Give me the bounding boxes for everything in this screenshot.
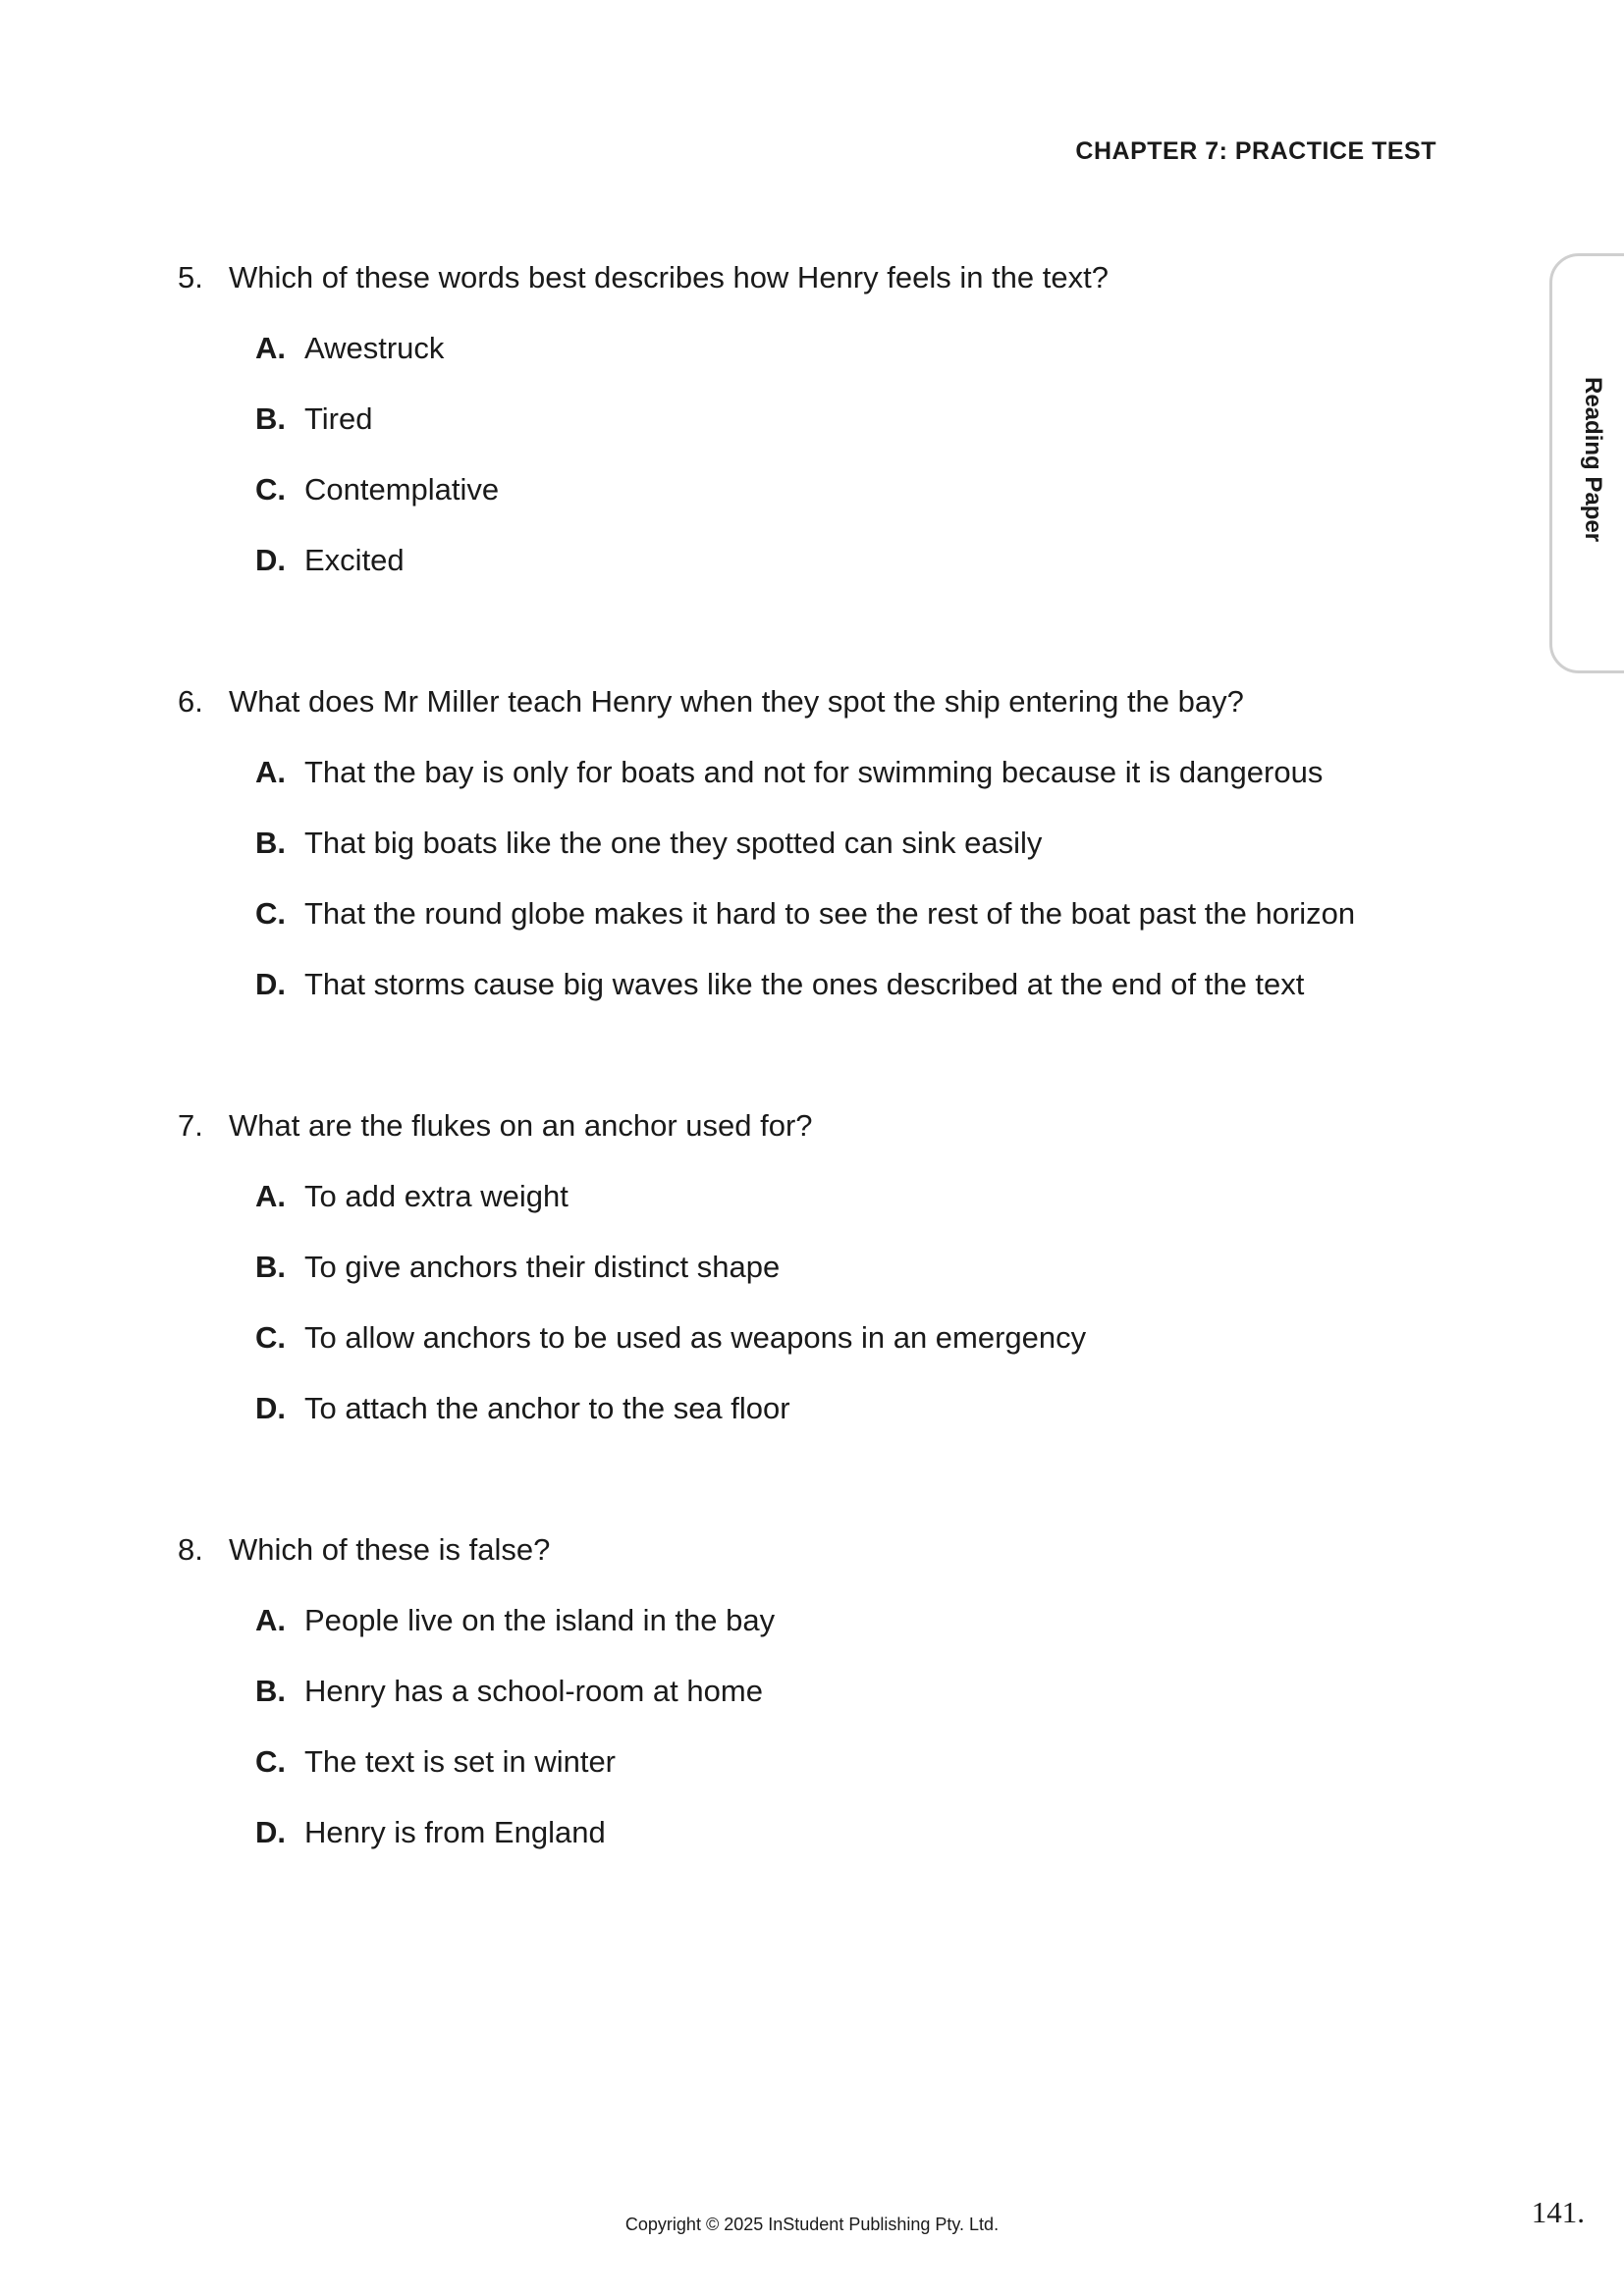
option-text: Contemplative	[304, 472, 500, 507]
option-text: That big boats like the one they spotted can sink easily	[304, 826, 1043, 860]
option-d[interactable]	[255, 965, 1435, 1004]
option-c[interactable]	[255, 1318, 1435, 1358]
copyright-notice: Copyright © 2025 InStudent Publishing Pty. Ltd.	[624, 2215, 1000, 2234]
option-letter: D.	[255, 1815, 286, 1849]
option-text: To give anchors their distinct shape	[304, 1250, 781, 1284]
option-letter: A.	[255, 1179, 286, 1213]
chapter-header: CHAPTER 7: PRACTICE TEST	[1075, 137, 1436, 165]
option-a[interactable]	[255, 1177, 1435, 1216]
option-list	[178, 1177, 1435, 1428]
option-a[interactable]	[255, 329, 1435, 368]
option-list	[178, 329, 1435, 580]
option-text: To allow anchors to be used as weapons in an emergency	[304, 1320, 1087, 1355]
question-5	[178, 258, 1435, 612]
option-c[interactable]	[255, 470, 1435, 509]
question-6	[178, 682, 1435, 1036]
option-text: People live on the island in the bay	[304, 1603, 776, 1637]
option-b[interactable]	[255, 1248, 1435, 1287]
option-letter: D.	[255, 967, 286, 1001]
option-letter: A.	[255, 1603, 286, 1637]
question-7	[178, 1106, 1435, 1460]
option-text: Awestruck	[304, 331, 445, 365]
option-text: That storms cause big waves like the ones described at the end of the text	[304, 967, 1305, 1001]
question-stem	[178, 258, 1435, 297]
option-text: To add extra weight	[304, 1179, 568, 1213]
question-number: 8.	[178, 1532, 203, 1567]
option-text: To attach the anchor to the sea floor	[304, 1391, 790, 1425]
option-b[interactable]	[255, 824, 1435, 863]
option-text: Henry has a school-room at home	[304, 1674, 763, 1708]
option-letter: B.	[255, 826, 286, 860]
option-letter: A.	[255, 331, 286, 365]
option-letter: B.	[255, 1674, 286, 1708]
option-text: That the bay is only for boats and not for swimming because it is dangerous	[304, 755, 1324, 789]
question-text: What does Mr Miller teach Henry when they spot the ship entering the bay?	[229, 684, 1244, 719]
question-stem	[178, 1106, 1435, 1146]
option-text: That the round globe makes it hard to see the rest of the boat past the horizon	[304, 896, 1356, 931]
option-text: The text is set in winter	[304, 1744, 617, 1779]
option-letter: A.	[255, 755, 286, 789]
question-number: 6.	[178, 684, 203, 719]
page-number: 141.	[1531, 2195, 1585, 2229]
option-letter: C.	[255, 1744, 286, 1779]
option-letter: D.	[255, 543, 286, 577]
option-a[interactable]	[255, 753, 1435, 792]
option-d[interactable]	[255, 541, 1435, 580]
option-text: Excited	[304, 543, 405, 577]
question-stem	[178, 682, 1435, 721]
option-letter: D.	[255, 1391, 286, 1425]
option-letter: C.	[255, 1320, 286, 1355]
option-d[interactable]	[255, 1813, 1435, 1852]
question-text: Which of these words best describes how Henry feels in the text?	[229, 260, 1109, 294]
option-list	[178, 1601, 1435, 1852]
option-a[interactable]	[255, 1601, 1435, 1640]
option-c[interactable]	[255, 1742, 1435, 1782]
question-8	[178, 1530, 1435, 1884]
option-letter: C.	[255, 896, 286, 931]
option-b[interactable]	[255, 1672, 1435, 1711]
option-text: Henry is from England	[304, 1815, 606, 1849]
side-tab-label: Reading Paper	[1580, 377, 1606, 543]
option-text: Tired	[304, 401, 373, 436]
question-stem	[178, 1530, 1435, 1570]
option-b[interactable]	[255, 400, 1435, 439]
option-list	[178, 753, 1435, 1004]
question-text: What are the flukes on an anchor used for?	[229, 1108, 813, 1143]
question-number: 7.	[178, 1108, 203, 1143]
option-letter: C.	[255, 472, 286, 507]
option-letter: B.	[255, 1250, 286, 1284]
option-letter: B.	[255, 401, 286, 436]
question-text: Which of these is false?	[229, 1532, 551, 1567]
question-number: 5.	[178, 260, 203, 294]
option-d[interactable]	[255, 1389, 1435, 1428]
option-c[interactable]	[255, 894, 1435, 934]
